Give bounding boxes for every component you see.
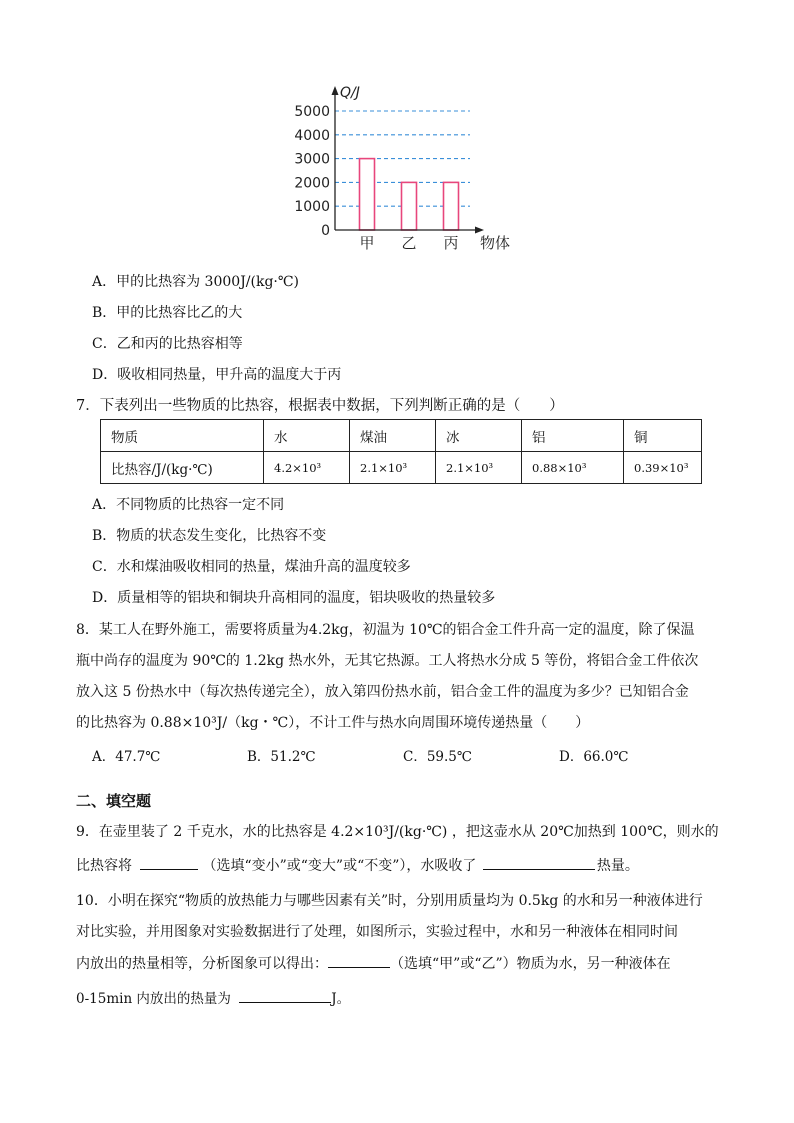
y-tick-label: 2000 [294,175,330,192]
q8-option-a[interactable]: A．47.7℃ [92,749,161,765]
q7-option-b[interactable]: B．物质的状态发生变化，比热容不变 [92,528,327,544]
q7-option-c[interactable]: C．水和煤油吸收相同的热量，煤油升高的温度较多 [92,559,411,575]
y-tick-label: 0 [321,223,330,239]
table-cell: 2.1×10³ [350,452,436,484]
y-tick-label: 4000 [294,127,330,144]
table-cell: 0.88×10³ [522,452,624,484]
q9-blank-1[interactable] [140,855,198,870]
specific-heat-table [100,419,702,484]
q9-line-1: 9．在壶里装了 2 千克水，水的比热容是 4.2×10³J/(kg·℃) ，把这壶水从 20℃加热到 100℃，则水的 [76,824,719,840]
q7-option-d[interactable]: D．质量相等的铝块和铜块升高相同的温度，铝块吸收的热量较多 [92,590,496,606]
q6-option-a[interactable]: A．甲的比热容为 3000J/(kg·℃) [92,274,299,290]
q6-option-d[interactable]: D．吸收相同热量，甲升高的温度大于丙 [92,367,342,383]
y-axis-label: Q/J [340,85,360,101]
q10-line-2: 对比实验，并用图象对实验数据进行了处理，如图所示，实验过程中，水和另一种液体在相同时间 [76,924,678,940]
q8-line-1: 8．某工人在野外施工，需要将质量为4.2kg，初温为 10℃的铝合金工件升高一定的温度，除了保温 [76,622,695,638]
table-row [101,420,702,452]
bar-chart [290,82,530,257]
y-tick-label: 3000 [294,151,330,168]
q9-text-a: 比热容将 [76,858,132,874]
q10-line-4 [76,987,350,1007]
table-row [101,452,702,484]
table-cell: 比热容/J/(kg·℃) [101,452,264,484]
table-cell: 煤油 [350,420,436,452]
table-cell: 0.39×10³ [624,452,702,484]
q6-option-c[interactable]: C．乙和丙的比热容相等 [92,336,243,352]
q8-option-d[interactable]: D．66.0℃ [559,749,629,765]
y-tick-label: 5000 [294,104,330,120]
table-cell: 冰 [436,420,522,452]
table-cell: 物质 [101,420,264,452]
q10-line-3 [76,953,671,973]
q8-option-c[interactable]: C．59.5℃ [403,749,472,765]
q10-blank-1[interactable] [328,953,390,968]
table-cell: 4.2×10³ [264,452,350,484]
q7-stem: 7．下表列出一些物质的比热容，根据表中数据，下列判断正确的是（ ） [76,398,564,414]
q10-blank-2[interactable] [239,988,331,1003]
bar-甲 [360,159,375,230]
q7-option-a[interactable]: A．不同物质的比热容一定不同 [92,497,285,513]
x-category-label: 乙 [401,234,417,252]
y-axis-arrow [332,86,339,95]
q6-option-b[interactable]: B．甲的比热容比乙的大 [92,305,243,321]
q8-line-2: 瓶中尚存的温度为 90℃的 1.2kg 热水外，无其它热源。工人将热水分成 5 等份，将铝合金工件依次 [76,653,699,669]
x-category-label: 甲 [359,234,375,252]
q8-option-b[interactable]: B．51.2℃ [247,749,316,765]
table-cell: 铜 [624,420,702,452]
q10-line-1: 10．小明在探究“物质的放热能力与哪些因素有关”时，分别用质量均为 0.5kg 的水和另一种液体进行 [76,893,703,909]
x-axis-label: 物体 [480,234,511,252]
table-cell: 水 [264,420,350,452]
q10-text-b: （选填“甲”或“乙”）物质为水，另一种液体在 [390,956,671,972]
q10-text-d: J。 [331,991,351,1007]
q10-text-c: 0-15min 内放出的热量为 [76,991,231,1007]
q10-text-a: 内放出的热量相等，分析图象可以得出： [76,956,328,972]
q9-line-2 [76,855,639,875]
q9-text-b: （选填“变小”或“变大”或“不变”），水吸收了 [202,858,477,874]
table-cell: 2.1×10³ [436,452,522,484]
x-category-label: 丙 [443,234,459,252]
q8-line-3: 放入这 5 份热水中（每次热传递完全），放入第四份热水前，铝合金工件的温度为多少？已知铝合金 [76,684,689,700]
q8-line-4: 的比热容为 0.88×10³J/（kg・℃），不计工件与热水向周围环境传递热量（ ） [76,715,590,731]
x-axis-arrow [475,227,484,234]
q9-blank-2[interactable] [483,855,595,870]
q9-text-c: 热量。 [596,858,639,874]
bar-乙 [402,182,417,230]
table-cell: 铝 [522,420,624,452]
section-title: 二、填空题 [76,792,152,810]
bar-丙 [444,182,459,230]
y-tick-label: 1000 [294,199,330,216]
